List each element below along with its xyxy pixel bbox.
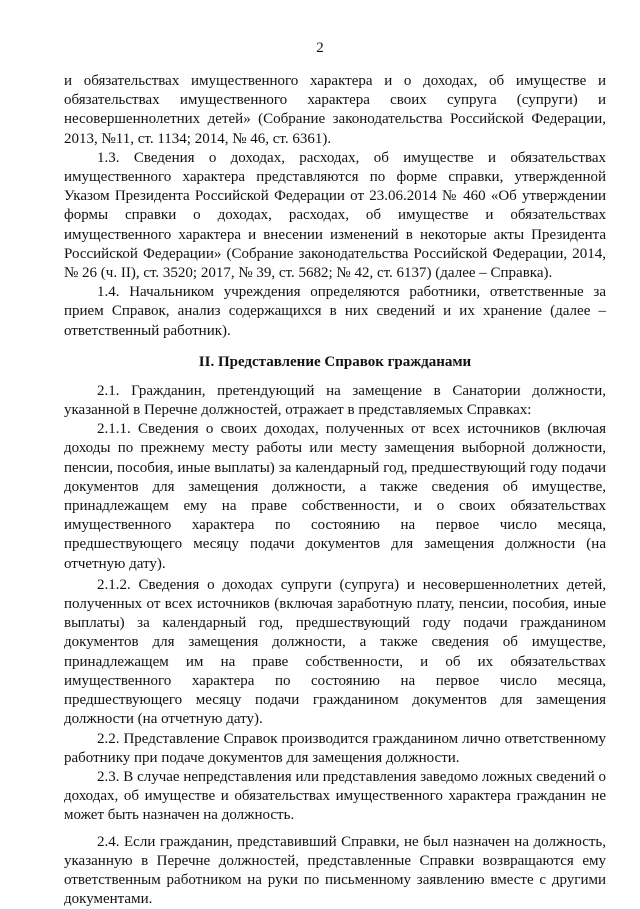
paragraph-2-1-2: 2.1.2. Сведения о доходах супруги (супруга) и несовершеннолетних детей, полученных от всех источников (включая заработную плату, пенсии, пособия, иные выплаты) за календарный год, предшествующий году подачи гражданином документов для замещения должности, а также сведения об имуществе, принадлежащем им на праве собственности, и об их обязательствах имущественного характера по состоянию на первое число месяца, предшествующего месяцу подачи гражданином документов для замещения должности (на отчетную дату). <box>64 576 606 728</box>
paragraph-2-1-1: 2.1.1. Сведения о своих доходах, полученных от всех источников (включая доходы по прежнему месту работы или месту замещения выборной должности, пенсии, пособия, иные выплаты) за календарный год, предшествующий году подачи документов для замещения должности, а также сведения об имуществе, принадлежащем ему на праве собственности, и о своих обязательствах имущественного характера по состоянию на первое число месяца, предшествующего месяцу подачи документов для замещения должности (на отчетную дату). <box>64 421 606 572</box>
paragraph-2-4: 2.4. Если гражданин, представивший Справки, не был назначен на должность, указанную в Перечне должностей, представленные Справки возвращаются ему ответственным работником на руки по письменному заявлению вместе с другими документами. <box>64 833 606 908</box>
paragraph-intro-continuation: и обязательствах имущественного характера и о доходах, об имуществе и обязательствах имущественного характера своих супруга (супруги) и несовершеннолетних детей» (Собрание законодательства Российской Федерации, 2013, №11, ст. 1134; 2014, № 46, ст. 6361). <box>64 73 606 147</box>
section-heading: II. Представление Справок гражданами <box>198 353 472 370</box>
paragraph-2-1: 2.1. Гражданин, претендующий на замещение в Санатории должности, указанной в Перечне должностей, отражает в представляемых Справках: <box>64 382 606 419</box>
page-number: 2 <box>316 40 324 56</box>
paragraph-2-3: 2.3. В случае непредставления или представления заведомо ложных сведений о доходах, об имуществе и обязательствах имущественного характера гражданин не может быть назначен на должность. <box>64 768 606 824</box>
document-body <box>64 72 606 909</box>
paragraph-1-4: 1.4. Начальником учреждения определяются работники, ответственные за прием Справок, анализ содержащихся в них сведений и их хранение (далее – ответственный работник). <box>64 284 606 339</box>
paragraph-2-2: 2.2. Представление Справок производится гражданином лично ответственному работнику при подаче документов для замещения должности. <box>64 730 606 766</box>
paragraph-1-3: 1.3. Сведения о доходах, расходах, об имуществе и обязательствах имущественного характера представляются по форме справки, утвержденной Указом Президента Российской Федерации от 23.06.2014 № 460 «Об утверждении формы справки о доходах, расходах, об имуществе и обязательствах имущественного характера и внесении изменений в некоторые акты Президента Российской Федерации» (Собрание законодательства Российской Федерации, 2014, № 26 (ч. II), ст. 3520; 2017, № 39, ст. 5682; № 42, ст. 6137) (далее – Справка). <box>64 149 606 282</box>
